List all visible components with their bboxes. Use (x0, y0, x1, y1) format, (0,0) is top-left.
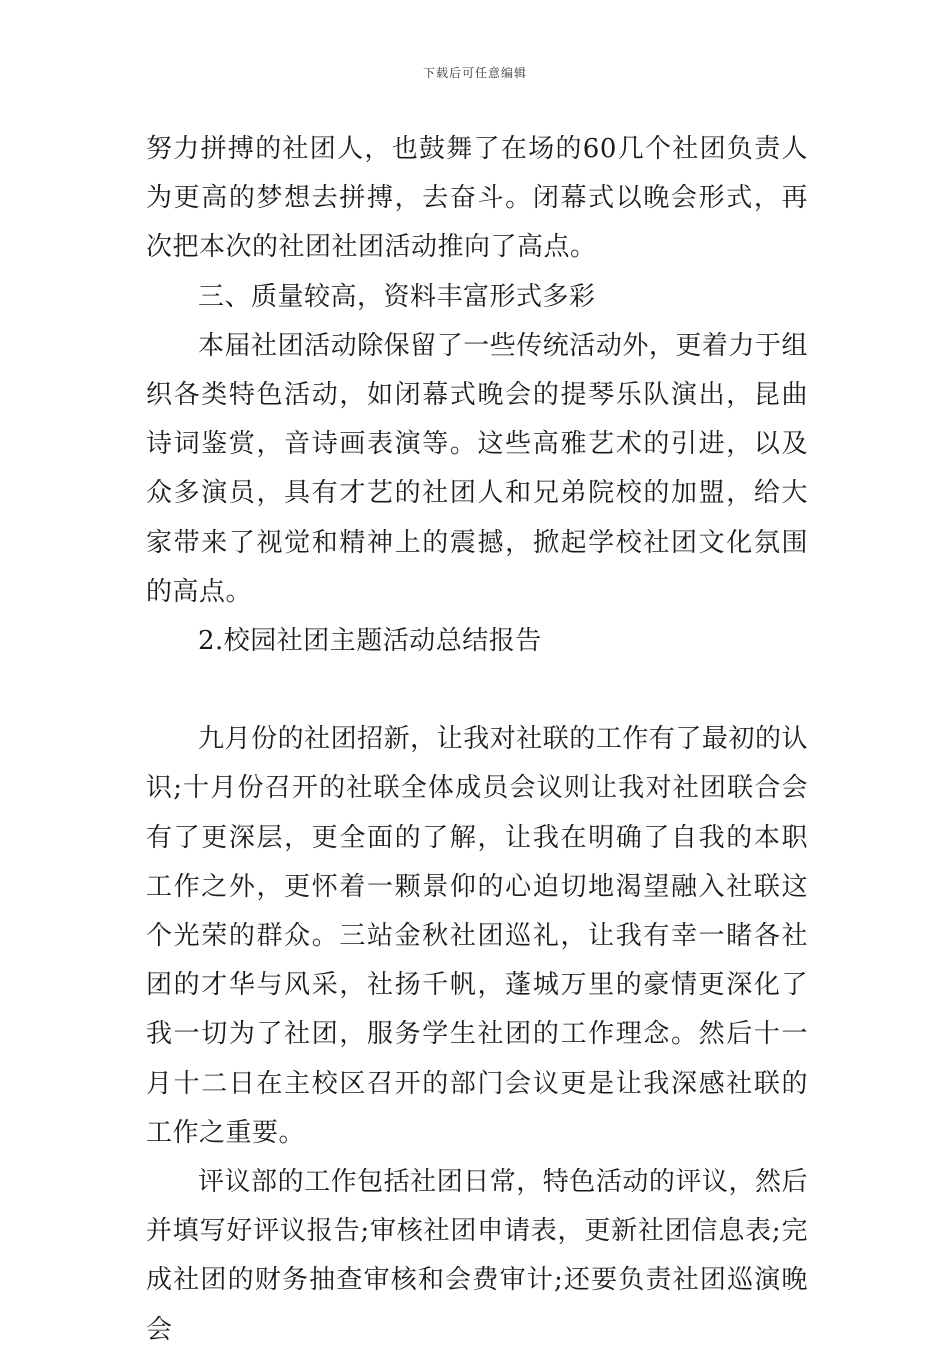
article-title-2: 2.校园社团主题活动总结报告 (198, 626, 542, 657)
page-header-note: 下载后可任意编辑 (422, 66, 527, 80)
document-body (146, 125, 808, 1355)
section-heading-three: 三、质量较高，资料丰富形式多彩 (198, 281, 596, 312)
paragraph-review-dept: 评议部的工作包括社团日常，特色活动的评议，然后并填写好评议报告;审核社团申请表，更新社团信息表;完成社团的财务抽查审核和会费审计;还要负责社团巡演晚会 (146, 1167, 808, 1345)
paragraph-recruitment: 九月份的社团招新，让我对社联的工作有了最初的认识;十月份召开的社联全体成员会议则让我对社团联合会有了更深层，更全面的了解，让我在明确了自我的本职工作之外，更怀着一颗景仰的心迫切地渴望融入社联这个光荣的群众。三站金秋社团巡礼，让我有幸一睹各社团的才华与风采，社扬千帆，蓬城万里的豪情更深化了我一切为了社团，服务学生社团的工作理念。然后十一月十二日在主校区召开的部门会议更是让我深感社联的工作之重要。 (146, 724, 808, 1148)
paragraph-continuation: 努力拼搏的社团人，也鼓舞了在场的60几个社团负责人为更高的梦想去拼搏，去奋斗。闭幕式以晚会形式，再次把本次的社团社团活动推向了高点。 (146, 134, 808, 263)
paragraph-activities: 本届社团活动除保留了一些传统活动外，更着力于组织各类特色活动，如闭幕式晚会的提琴乐队演出，昆曲诗词鉴赏，音诗画表演等。这些高雅艺术的引进，以及众多演员，具有才艺的社团人和兄弟院校的加盟，给大家带来了视觉和精神上的震撼，掀起学校社团文化氛围的高点。 (146, 330, 808, 607)
blank-line (146, 666, 808, 715)
